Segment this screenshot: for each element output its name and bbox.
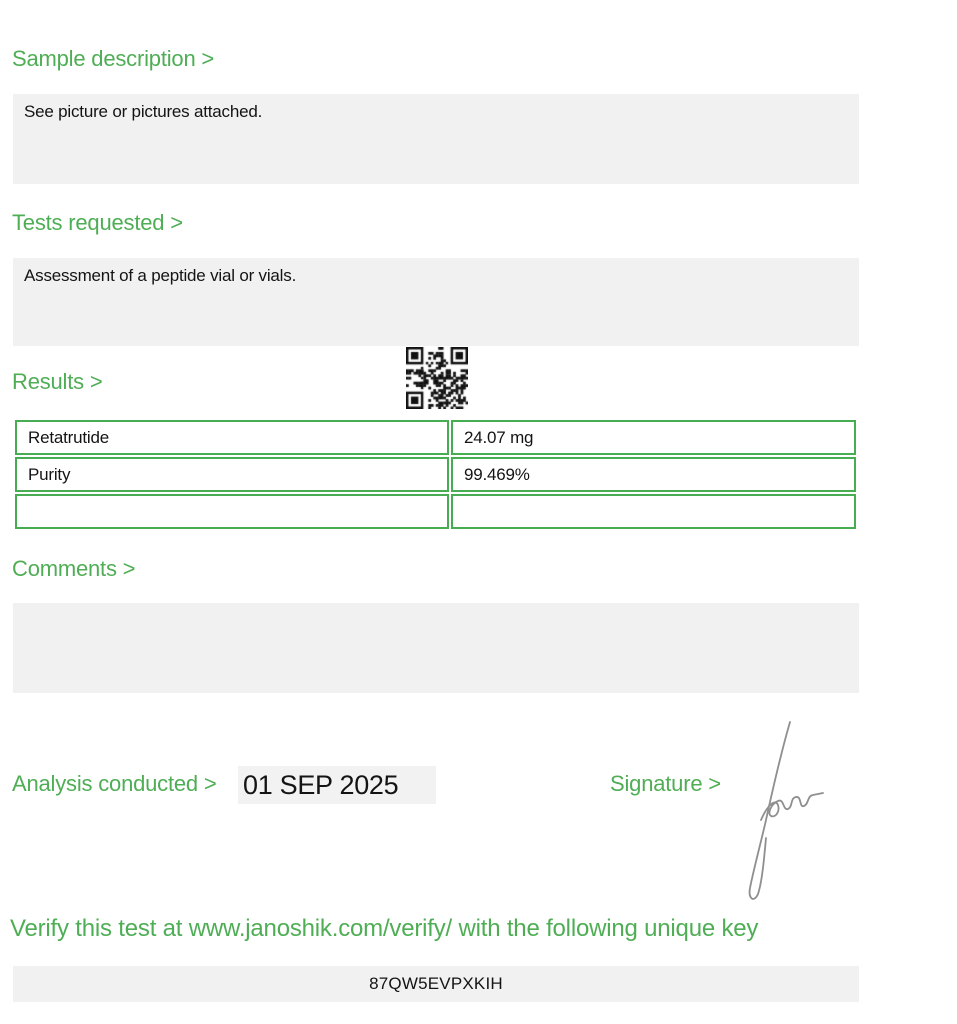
result-analyte-cell: Retatrutide (15, 420, 449, 455)
comments-text (13, 603, 859, 611)
qr-code-icon (406, 347, 468, 409)
table-row (15, 420, 856, 455)
handwritten-signature (733, 712, 825, 910)
comments-heading: Comments > (12, 556, 136, 581)
result-value-cell: 99.469% (451, 457, 856, 492)
result-analyte-cell (15, 494, 449, 529)
results-table (13, 418, 858, 531)
analysis-conducted-label: Analysis conducted > (12, 771, 217, 796)
verify-key: 87QW5EVPXKIH (369, 974, 503, 993)
verify-key-box (13, 966, 859, 1002)
qr-code (406, 347, 468, 409)
sample-description-text: See picture or pictures attached. (24, 102, 263, 121)
sample-description-box (13, 94, 859, 184)
table-row (15, 457, 856, 492)
tests-requested-box (13, 258, 859, 346)
verify-instruction: Verify this test at www.janoshik.com/verify/ with the following unique key (10, 915, 759, 942)
tests-requested-heading: Tests requested > (12, 210, 183, 235)
analysis-date: 01 SEP 2025 (238, 766, 436, 804)
results-heading: Results > (12, 369, 103, 394)
signature-label: Signature > (610, 771, 721, 796)
result-value-cell (451, 494, 856, 529)
tests-requested-text: Assessment of a peptide vial or vials. (24, 266, 297, 285)
result-value-cell: 24.07 mg (451, 420, 856, 455)
comments-box (13, 603, 859, 693)
signature-icon (733, 712, 825, 910)
sample-description-heading: Sample description > (12, 46, 215, 71)
result-analyte-cell: Purity (15, 457, 449, 492)
table-row (15, 494, 856, 529)
